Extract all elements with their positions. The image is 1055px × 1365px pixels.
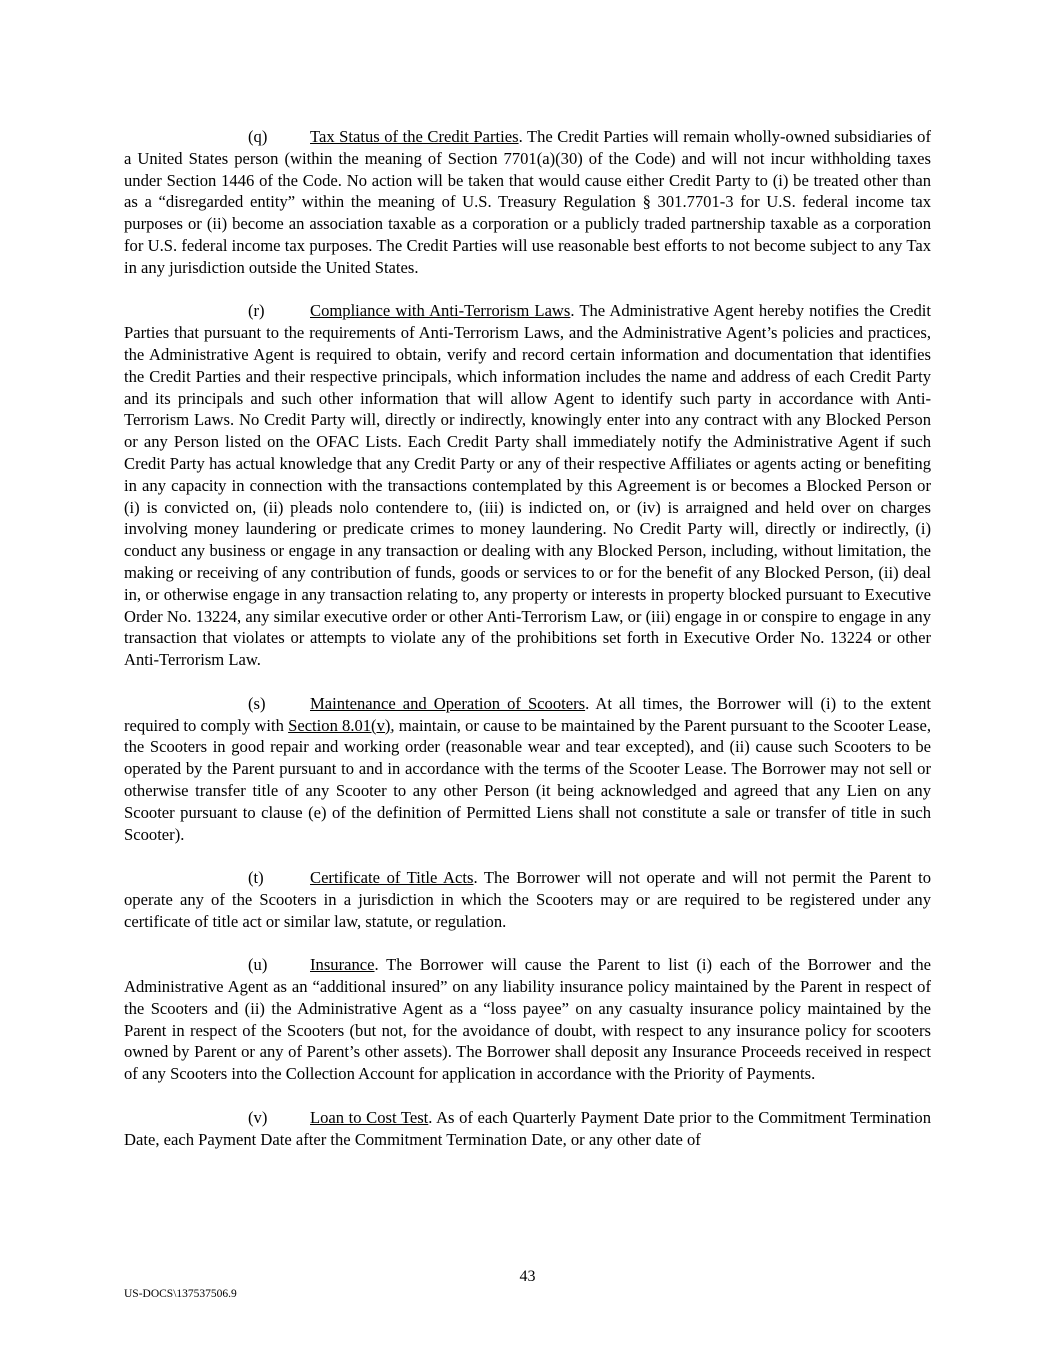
paragraph-q xyxy=(124,126,931,279)
paragraph-v xyxy=(124,1107,931,1151)
paragraph-s xyxy=(124,693,931,846)
paragraph-text: . The Borrower will not operate and will not permit the Parent to operate any of the Scooters in a jurisdiction in which the Scooters may or are required to be registered under any certificate of title act or similar law, statute, or regulation. xyxy=(124,868,931,931)
paragraph-number: (r) xyxy=(248,301,265,321)
paragraph-heading: Loan to Cost Test xyxy=(310,1107,429,1127)
paragraph-text: , maintain, or cause to be maintained by the Parent pursuant to the Scooter Lease, the Scooters in good repair and working order (reasonable wear and tear excepted), and (ii) cause such Scooters to be operated by the Parent pursuant to and in accordance with the terms of the Scooter Lease. The Borrower may not sell or otherwise transfer title of any Scooter to any other Person (it being acknowledged and agreed that any Lien on any Scooter pursuant to clause (e) of the definition of Permitted Liens shall not constitute a sale or transfer of title in such Scooter). xyxy=(124,715,932,844)
paragraph-number: (u) xyxy=(248,955,268,975)
paragraph-heading: Insurance xyxy=(310,955,375,975)
paragraph-text: . The Credit Parties will remain wholly-owned subsidiaries of a United States person (within the meaning of Section 7701(a)(30) of the Code) and will not incur withholding taxes under Section 1446 of the Code. No action will be taken that would cause either Credit Party to (i) be treated other than as a “disregarded entity” within the meaning of U.S. Treasury Regulation § 301.7701-3 for U.S. federal income tax purposes or (ii) become an association taxable as a corporation or a publicly traded partnership taxable as a corporation for U.S. federal income tax purposes. The Credit Parties will use reasonable best efforts to not become subject to any Tax in any jurisdiction outside the United States. xyxy=(124,127,931,277)
paragraph-text: . At all times, the Borrower will (i) to the extent required to comply with xyxy=(124,693,931,735)
paragraph-number: (v) xyxy=(248,1107,268,1127)
paragraph-heading: Compliance with Anti-Terrorism Laws xyxy=(310,301,571,321)
paragraph-text: . As of each Quarterly Payment Date prior to the Commitment Termination Date, each Payment Date after the Commitment Termination Date, or any other date of xyxy=(124,1107,931,1149)
paragraph-number: (q) xyxy=(248,127,268,146)
paragraph-heading: Maintenance and Operation of Scooters xyxy=(310,693,586,713)
paragraph-number: (t) xyxy=(248,868,264,888)
paragraph-heading: Certificate of Title Acts xyxy=(310,868,474,888)
document-body xyxy=(124,126,931,1172)
paragraph-text: . The Borrower will cause the Parent to list (i) each of the Borrower and the Administrative Agent as an “additional insured” on any liability insurance policy maintained by the Parent in respect of the Scooters and (ii) the Administrative Agent as a “loss payee” on any casualty insurance policy maintained by the Parent in respect of the Scooters (but not, for the avoidance of doubt, with respect to any insurance policy for scooters owned by Parent or any of Parent’s other assets). The Borrower shall deposit any Insurance Proceeds received in respect of any Scooters into the Collection Account for application in accordance with the Priority of Payments. xyxy=(124,955,931,1084)
section-reference-link: Section 8.01(v) xyxy=(288,715,391,735)
paragraph-r xyxy=(124,300,931,671)
paragraph-number: (s) xyxy=(248,693,266,713)
paragraph-t xyxy=(124,867,931,932)
paragraph-text: . The Administrative Agent hereby notifies the Credit Parties that pursuant to the requirements of Anti-Terrorism Laws, and the Administrative Agent’s policies and practices, the Administrative Agent is required to obtain, verify and record certain information and documentation that identifies the Credit Parties and their respective principals, which information includes the name and address of each Credit Party and its principals and such other information that will allow Agent to identify such party in accordance with Anti-Terrorism Laws. No Credit Party will, directly or indirectly, knowingly enter into any contract with any Blocked Person or any Person listed on the OFAC Lists. Each Credit Party shall immediately notify the Administrative Agent if such Credit Party has actual knowledge that any Credit Party or any of their respective Affiliates or agents acting or benefiting in any capacity in connection with the transactions contemplated by this Agreement is or becomes a Blocked Person or (i) is convicted on, (ii) pleads nolo contendere to, (iii) is indicted on, or (iv) is arraigned and held over on charges involving money laundering or predicate crimes to money laundering. No Credit Party will, directly or indirectly, (i) conduct any business or engage in any transaction or dealing with any Blocked Person, including, without limitation, the making or receiving of any contribution of funds, goods or services to or for the benefit of any Blocked Person, (ii) deal in, or otherwise engage in any transaction relating to, any property or interests in property blocked pursuant to Executive Order No. 13224, any similar executive order or other Anti-Terrorism Law, or (iii) engage in or conspire to engage in any transaction that violates or attempts to violate any of the prohibitions set forth in Executive Order No. 13224 or other Anti-Terrorism Law. xyxy=(124,301,931,670)
paragraph-heading: Tax Status of the Credit Parties xyxy=(310,127,519,146)
paragraph-u xyxy=(124,954,931,1085)
document-id: US-DOCS\137537506.9 xyxy=(124,1288,237,1300)
page-number: 43 xyxy=(519,1268,536,1285)
